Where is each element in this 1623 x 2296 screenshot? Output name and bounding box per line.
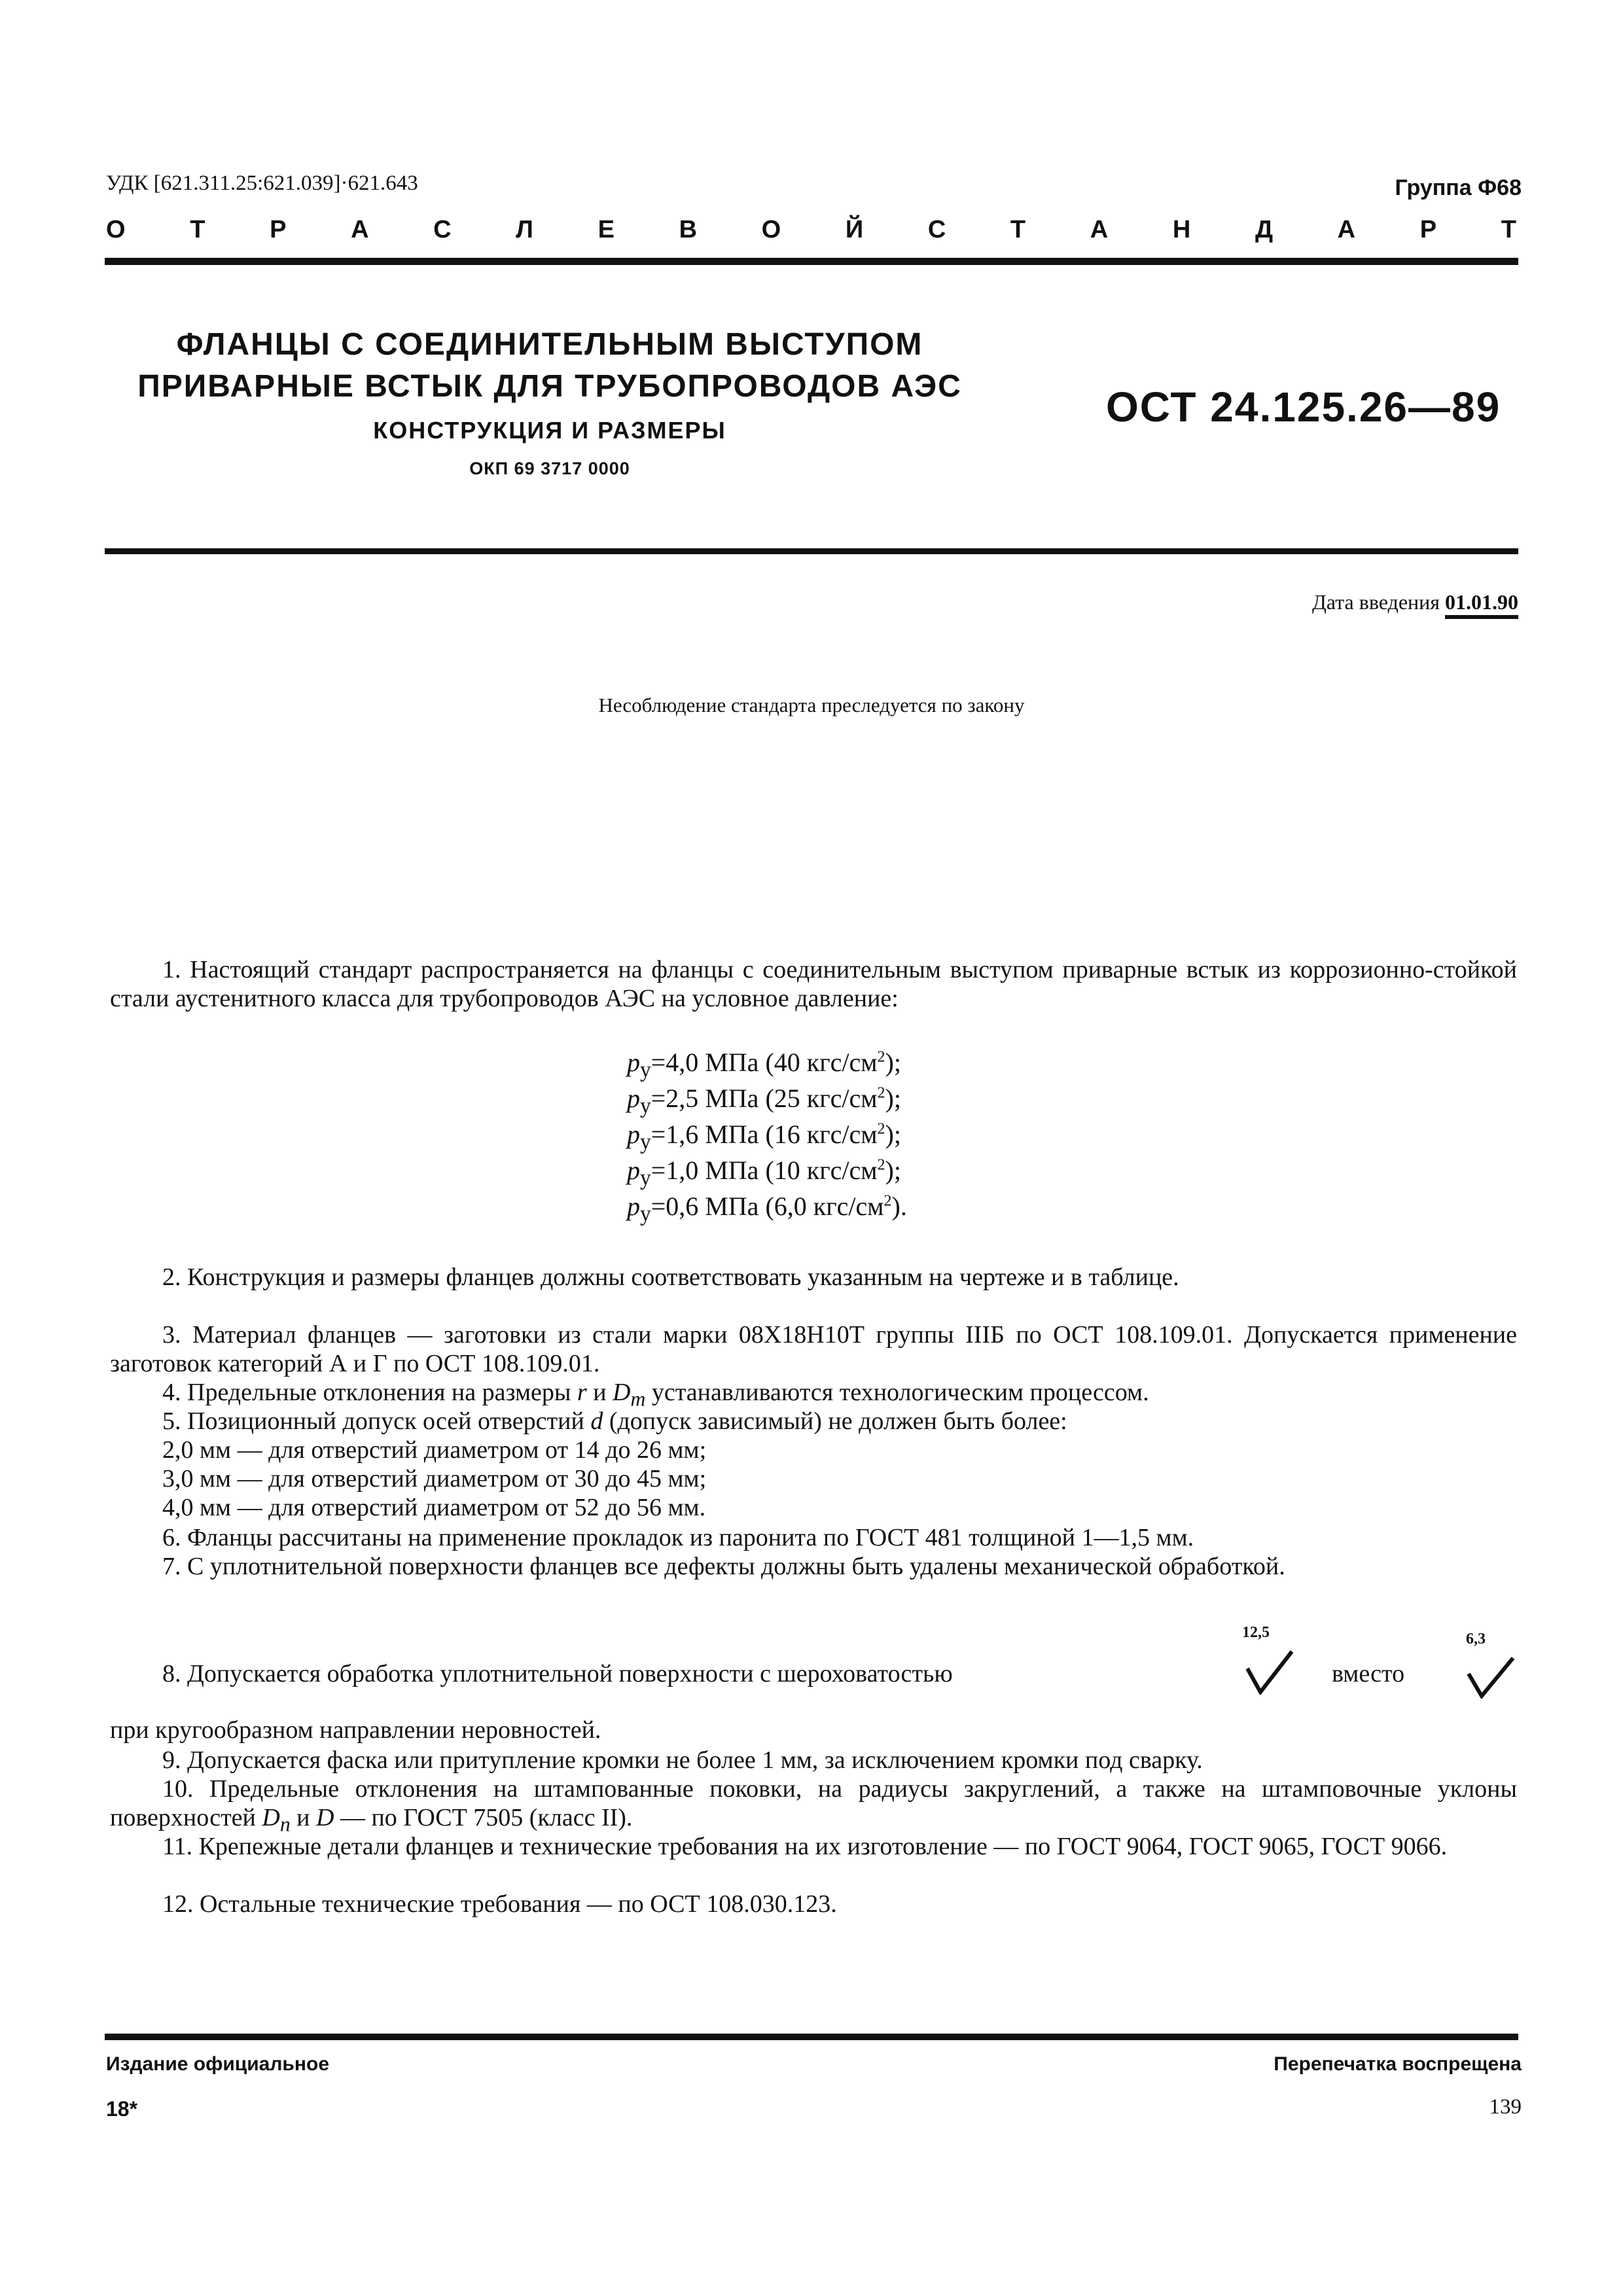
standard-banner [106,216,1516,244]
clause-8-instead: вместо [1332,1660,1405,1687]
clause-5-line-3: 4,0 мм — для отверстий диаметром от 52 до 56 мм. [162,1494,706,1521]
pressure-end: ); [885,1048,901,1077]
clause-3: 3. Материал фланцев — заготовки из стали марки 08Х18Н10Т группы IIIБ по ОСТ 108.109.01. Допускается применение заготовок категорий А и Г по ОСТ 108.109.01. [110,1321,1517,1377]
clause-2: 2. Конструкция и размеры фланцев должны соответствовать указанным на чертеже и в таблице. [162,1263,1179,1291]
udk-code: УДК [621.311.25:621.039]·621.643 [106,171,418,195]
pressure-value: =1,6 МПа [651,1120,759,1149]
pressure-alt: (10 кгс/см [765,1156,878,1185]
clause-11: 11. Крепежные детали фланцев и технические требования на их изготовление — по ГОСТ 9064, ГОСТ 9065, ГОСТ 9066. [162,1833,1448,1860]
banner-letter: Н [1172,216,1191,243]
pressure-alt: (25 кгс/см [765,1084,878,1113]
pressure-alt: (6,0 кгс/см [765,1192,884,1221]
banner-letter: Т [190,216,205,243]
banner-letter: Р [270,216,287,243]
pressure-end: ); [885,1084,901,1113]
pressure-line: $p_у=4,0$ МПа (40 кгс/$см^2$); [627,1048,901,1082]
title-line-3: КОНСТРУКЦИЯ И РАЗМЕРЫ [373,417,726,444]
clause-4: 4. Предельные отклонения на размеры r и $D_m$ устанавливаются технологическим процессом. [162,1379,1149,1411]
banner-letter: Т [1010,216,1026,243]
pressure-line: $p_у=1,6$ МПа (16 кгс/$см^2$); [627,1120,901,1154]
banner-letter: А [351,216,369,243]
title-rule [105,548,1518,554]
roughness-value-1: 12,5 [1242,1624,1270,1641]
pressure-symbol: p [627,1048,640,1077]
pressure-symbol: p [627,1192,640,1221]
banner-letter: В [679,216,698,243]
pressure-line: $p_у=0,6$ МПа (6,0 кгс/$см^2$). [627,1192,907,1226]
roughness-value-2: 6,3 [1466,1631,1486,1648]
clause-9: 9. Допускается фаска или притупление кромки не более 1 мм, за исключением кромки под сварку. [162,1746,1203,1774]
clause-10: 10. Предельные отклонения на штампованные поковки, на радиусы закруглений, а также на штамповочные уклоны поверхностей $D_п$ и D — по ГОСТ 7505 (класс II). [110,1775,1517,1836]
banner-letter: А [1090,216,1109,243]
pressure-end: ); [885,1156,901,1185]
pressure-value: =1,0 МПа [651,1156,759,1185]
roughness-check-icon [1243,1649,1296,1695]
signature-mark: 18* [106,2097,138,2121]
banner-letter: Р [1419,216,1437,243]
group-code: Группа Ф68 [1395,175,1522,200]
pressure-line: $p_у=1,0$ МПа (10 кгс/$см^2$); [627,1156,901,1190]
header-rule [105,258,1518,265]
pressure-subscript: у [640,1130,651,1154]
banner-letter: Й [845,216,864,243]
pressure-value: =4,0 МПа [651,1048,759,1077]
clause-7: 7. С уплотнительной поверхности фланцев все дефекты должны быть удалены механической обработкой. [162,1553,1285,1580]
pressure-symbol: p [627,1084,640,1113]
pressure-end: ). [891,1192,907,1221]
law-notice: Несоблюдение стандарта преследуется по закону [598,694,1025,716]
pressure-alt: (40 кгс/см [765,1048,878,1077]
reprint-note: Перепечатка воспрещена [1274,2053,1522,2075]
pressure-subscript: у [640,1058,651,1082]
introduction-date [1312,590,1518,614]
banner-letter: Д [1255,216,1274,243]
pressure-subscript: у [640,1166,651,1190]
footer-rule [105,2034,1518,2040]
pressure-alt: (16 кгс/см [765,1120,878,1149]
pressure-subscript: у [640,1094,651,1118]
banner-letter: С [433,216,452,243]
pressure-symbol: p [627,1156,640,1185]
page-number: 139 [1489,2095,1522,2119]
standard-number: ОСТ 24.125.26—89 [1106,383,1501,431]
edition-note: Издание официальное [106,2053,330,2075]
clause-5: 5. Позиционный допуск осей отверстий d (допуск зависимый) не должен быть более: [162,1407,1067,1435]
clause-5-line-2: 3,0 мм — для отверстий диаметром от 30 до 45 мм; [162,1465,707,1492]
clause-6: 6. Фланцы рассчитаны на применение прокладок из паронита по ГОСТ 481 толщиной 1—1,5 мм. [162,1524,1194,1551]
pressure-line: $p_у=2,5$ МПа (25 кгс/$см^2$); [627,1084,901,1118]
banner-letter: О [106,216,126,243]
pressure-value: =2,5 МПа [651,1084,759,1113]
clause-5-line-1: 2,0 мм — для отверстий диаметром от 14 до 26 мм; [162,1436,707,1464]
clause-1: 1. Настоящий стандарт распространяется на фланцы с соединительным выступом приварные встык из коррозионно-стойкой стали аустенитного класса для трубопроводов АЭС на условное давление: [110,956,1517,1012]
clause-8-end: при кругообразном направлении неровностей. [110,1716,601,1744]
banner-letter: Л [516,216,533,243]
banner-letter: С [927,216,946,243]
pressure-end: ); [885,1120,901,1149]
banner-letter: О [761,216,781,243]
title-block [118,324,982,479]
intro-date-value: 01.01.90 [1445,590,1518,619]
okp-code: ОКП 69 3717 0000 [469,459,630,478]
roughness-check-icon [1465,1655,1517,1699]
clause-12: 12. Остальные технические требования — по ОСТ 108.030.123. [162,1890,837,1918]
pressure-symbol: p [627,1120,640,1149]
title-line-2: ПРИВАРНЫЕ ВСТЫК ДЛЯ ТРУБОПРОВОДОВ АЭС [137,369,962,404]
banner-letter: Е [597,216,615,243]
intro-date-label: Дата введения [1311,590,1440,614]
banner-letter: А [1337,216,1356,243]
pressure-subscript: у [640,1202,651,1226]
banner-letter: Т [1501,216,1516,243]
clause-8-start: 8. Допускается обработка уплотнительной поверхности с шероховатостью [162,1660,953,1687]
pressure-value: =0,6 МПа [651,1192,759,1221]
title-line-1: ФЛАНЦЫ С СОЕДИНИТЕЛЬНЫМ ВЫСТУПОМ [176,327,923,362]
